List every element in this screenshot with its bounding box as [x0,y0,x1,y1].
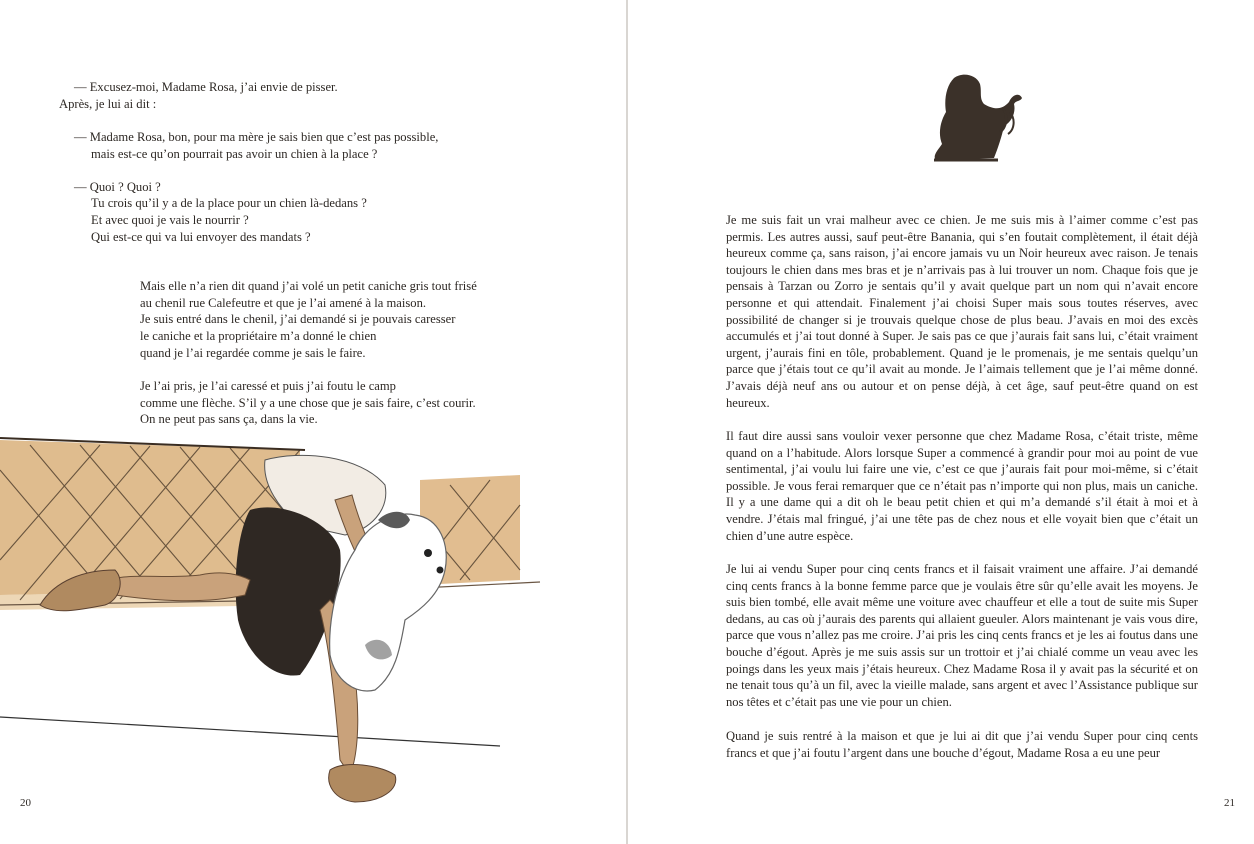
running-boy-with-dog-illustration [0,430,560,844]
paragraph: Quand je suis rentré à la maison et que je lui ai dit que j’ai vendu Super pour cinq cents francs et que j’ai foutu l’argent dans une bouche d’égout, Madame Rosa a eu une peur [726,729,1198,760]
dialogue-line: Qui est-ce qui va lui envoyer des mandats ? [91,230,311,244]
narrative-line: comme une flèche. S’il y a une chose que je sais faire, c’est courir. [140,396,476,410]
left-page [0,0,626,844]
narrative-line: le caniche et la propriétaire m’a donné le chien [140,329,377,343]
narrative-line: On ne peut pas sans ça, dans la vie. [140,412,318,426]
dialogue-line: mais est-ce qu’on pourrait pas avoir un chien à la place ? [91,147,378,161]
dialogue-line: Après, je lui ai dit : [59,97,157,111]
dialogue-line: Et avec quoi je vais le nourrir ? [91,213,249,227]
silhouette-figure-illustration [924,70,1024,165]
narrative-line: au chenil rue Calefeutre et que je l’ai amené à la maison. [140,296,427,310]
dialogue-line: Tu crois qu’il y a de la place pour un chien là-dedans ? [91,196,367,210]
narrative-line: Mais elle n’a rien dit quand j’ai volé un petit caniche gris tout frisé [140,279,477,293]
paragraph: Il faut dire aussi sans vouloir vexer personne que chez Madame Rosa, c’était triste, même quand on a l’habitude. Alors lorsque Super a commencé à grandir pour moi au point de vue sentimental, j’ai voulu lui faire une vie, c’est ce que j’aurais fait pour moi-même, si c’était possible. Je vous ferai remarquer que ce n’était pas n’importe qui non plus, mais un caniche. Il y a une dame qui a dit oh le beau petit chien et qui m’a demandé s’il était à moi et à vendre. J’étais mal fringué, j’ai une tête pas de chez nous et elle voyait bien que c’était un chien d’une autre espèce. [726,429,1198,543]
narrative-line: quand je l’ai regardée comme je sais le faire. [140,346,366,360]
page-number-left: 20 [20,797,31,809]
dialogue-line: — Madame Rosa, bon, pour ma mère je sais bien que c’est pas possible, [74,130,439,144]
paragraph: Je lui ai vendu Super pour cinq cents francs et il faisait vraiment une affaire. J’ai demandé cinq cents francs à la bonne femme parce que je voulais être sûr qu’elle avait les moyens. Je suis bien tombé, elle avait même une voiture avec chauffeur et elle a tout de suite mis Super dedans, au cas où j’aurais des parents qui allaient gueuler. Alors maintenant je vais vous dire, parce que vous n’allez pas me croire. J’ai pris les cinq cents francs et je les ai foutus dans une bouche d’égout. Après je me suis assis sur un trottoir et j’ai chialé comme un veau avec les poings dans les yeux mais j’étais heureux. Chez Madame Rosa il y avait pas la sécurité et on ne tenait tous qu’à un fil, avec la vieille malade, sans argent et avec l’Assistance publique sur nos têtes et c’était pas une vie pour un chien. [726,562,1198,709]
page-number-right: 21 [1224,797,1235,809]
dialogue-line: — Quoi ? Quoi ? [74,180,161,194]
narrative-line: Je suis entré dans le chenil, j’ai demandé si je pouvais caresser [140,312,456,326]
right-page [628,0,1254,844]
dialogue-line: — Excusez-moi, Madame Rosa, j’ai envie de pisser. [74,80,338,94]
narrative-line: Je l’ai pris, je l’ai caressé et puis j’ai foutu le camp [140,379,396,393]
paragraph: Je me suis fait un vrai malheur avec ce chien. Je me suis mis à l’aimer comme c’est pas permis. Les autres aussi, sauf peut-être Banania, qui s’en foutait complètement, il était déjà heureux comme ça, sans raison, j’ai encore jamais vu un Noir heureux avec raison. Je tenais toujours le chien dans mes bras et je n’arrivais pas à lui trouver un nom. Chaque fois que je pensais à Tarzan ou Zorro je sentais qu’il y avait quelque part un nom qui n’avait encore personne et qui attendait. Finalement j’ai choisi Super mais sous toutes réserves, avec possibilité de changer si je trouvais quelque chose de plus beau. J’avais en moi des excès accumulés et j’ai tout donné à Super. Je sais pas ce que j’aurais fait sans lui, c’était vraiment urgent, j’aurais fini en tôle, probablement. Quand je le promenais, je me sentais quelqu’un parce que j’étais tout ce qu’il avait au monde. Je l’aimais tellement que je l’ai même donné. J’avais déjà neuf ans ou autour et on pense déjà, à cet âge, sauf peut-être quand on est heureux. [726,213,1198,410]
